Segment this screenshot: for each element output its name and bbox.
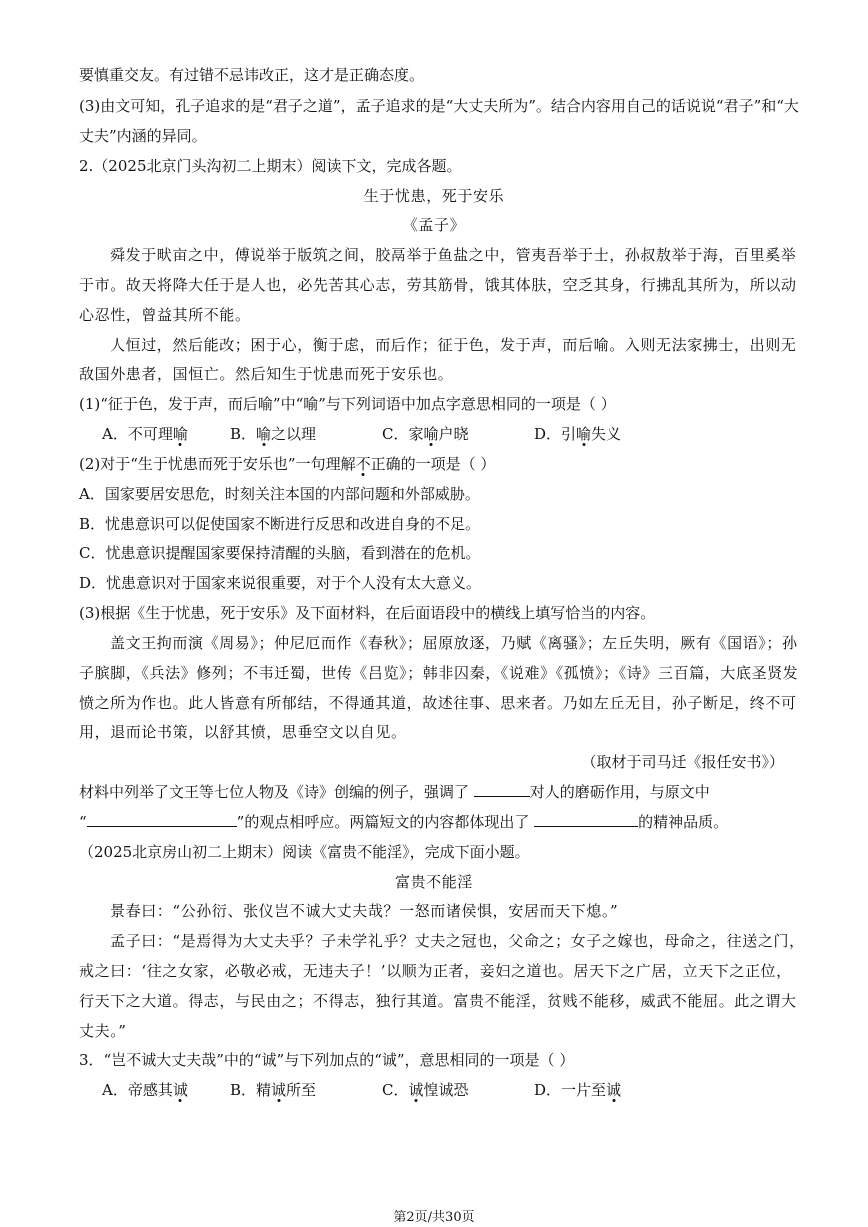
option-d[interactable]: D．引喻失义 <box>534 425 622 443</box>
material-source: （取材于司马迁《报任安书》） <box>581 753 784 771</box>
blank-field[interactable] <box>87 812 237 827</box>
material-line: 盖文王拘而演《周易》；仲尼厄而作《春秋》；屈原放逐，乃赋《离骚》；左丘失明，厥有《国语》；孙 <box>110 634 798 652</box>
passage-line: 舜发于畎亩之中，傅说举于版筑之间，胶鬲举于鱼盐之中，管夷吾举于士，孙叔敖举于海，百里奚举 <box>110 246 797 264</box>
option-d[interactable]: D．一片至诚 <box>534 1081 622 1099</box>
option-d[interactable]: D．忧患意识对于国家来说很重要，对于个人没有太大意义。 <box>79 574 482 592</box>
question-text: (3)由文可知，孔子追求的是“君子之道”，孟子追求的是“大丈夫所为”。结合内容用自己的话说说“君子”和“大 <box>79 97 799 115</box>
option-a[interactable]: A．不可理喻 <box>102 425 188 443</box>
option-c[interactable]: C．家喻户晓 <box>382 425 469 443</box>
material-line: 子膑脚，《兵法》修列；不韦迁蜀，世传《吕览》；韩非囚秦，《说难》《孤愤》；《诗》三百篇，大底圣贤发 <box>79 664 799 682</box>
passage-title: 富贵不能淫 <box>394 873 473 891</box>
fill-blank-line: “ ”的观点相呼应。两篇短文的内容都体现出了 的精神品质。 <box>79 813 729 831</box>
passage-line: 丈夫。” <box>79 1022 127 1040</box>
option-c[interactable]: C．诚惶诚恐 <box>382 1081 469 1099</box>
question-text: (1)“征于色，发于声，而后喻”中“喻”与下列词语中加点字意思相同的一项是（ ） <box>79 395 616 413</box>
passage-author: 《孟子》 <box>402 216 466 234</box>
fill-blank-line: 材料中列举了文王等七位人物及《诗》创编的例子，强调了 对人的磨砺作用，与原文中 <box>79 783 710 801</box>
passage-line: 敌国外患者，国恒亡。然后知生于忧患而死于安乐也。 <box>79 365 454 383</box>
blank-field[interactable] <box>534 812 638 827</box>
passage-line: 人恒过，然后能改；困于心，衡于虑，而后作；征于色，发于声，而后喻。入则无法家拂士，出则无 <box>110 336 797 354</box>
question-text: (3)根据《生于忧患，死于安乐》及下面材料，在后面语段中的横线上填写恰当的内容。 <box>79 604 656 622</box>
option-a[interactable]: A．国家要居安思危，时刻关注本国的内部问题和外部威胁。 <box>79 485 480 503</box>
option-b[interactable]: B．喻之以理 <box>230 425 317 443</box>
passage-line: 孟子曰：“是焉得为大丈夫乎？子未学礼乎？丈夫之冠也，父命之；女子之嫁也，母命之，往送之门， <box>110 932 805 950</box>
option-c[interactable]: C．忧患意识提醒国家要保持清醒的头脑，看到潜在的危机。 <box>79 544 481 562</box>
option-a[interactable]: A．帝感其诚 <box>102 1081 188 1099</box>
section-heading: （2025北京房山初二上期末）阅读《富贵不能淫》，完成下面小题。 <box>79 843 530 861</box>
question-text: 丈夫”内涵的异同。 <box>79 127 207 145</box>
passage-line: 景春曰：“公孙衍、张仪岂不诚大丈夫哉？一怒而诸侯惧，安居而天下熄。” <box>110 902 619 920</box>
material-line: 愤之所为作也。此人皆意有所郁结，不得通其道，故述往事、思来者。乃如左丘无目，孙子断足，终不可 <box>79 694 797 712</box>
section-heading: 2.（2025北京门头沟初二上期末）阅读下文，完成各题。 <box>79 157 462 175</box>
option-b[interactable]: B．忧患意识可以促使国家不断进行反思和改进自身的不足。 <box>79 515 481 533</box>
blank-field[interactable] <box>474 782 530 797</box>
text-line: 要慎重交友。有过错不忌讳改正，这才是正确态度。 <box>79 66 425 84</box>
passage-title: 生于忧患，死于安乐 <box>363 187 505 205</box>
option-b[interactable]: B．精诚所至 <box>230 1081 317 1099</box>
passage-line: 心忍性，曾益其所不能。 <box>79 306 251 324</box>
passage-line: 行天下之大道。得志，与民由之；不得志，独行其道。富贵不能淫，贫贱不能移，威武不能屈。此之谓大 <box>79 992 797 1010</box>
question-text: 3．“岂不诚大丈夫哉”中的“诚”与下列加点的“诚”，意思相同的一项是（ ） <box>79 1051 575 1069</box>
material-line: 用，退而论书策，以舒其愤，思垂空文以自见。 <box>79 723 407 741</box>
page-number: 第2页/共30页 <box>393 1210 475 1225</box>
passage-line: 戒之曰：‘往之女家，必敬必戒，无违夫子！’以顺为正者，妾妇之道也。居天下之广居，立天下之正位， <box>79 962 792 980</box>
passage-line: 于市。故天将降大任于是人也，必先苦其心志，劳其筋骨，饿其体肤，空乏其身，行拂乱其所为，所以动 <box>79 276 797 294</box>
question-text: (2)对于“生于忧患而死于安乐也”一句理解不正确的一项是（ ） <box>79 455 496 473</box>
